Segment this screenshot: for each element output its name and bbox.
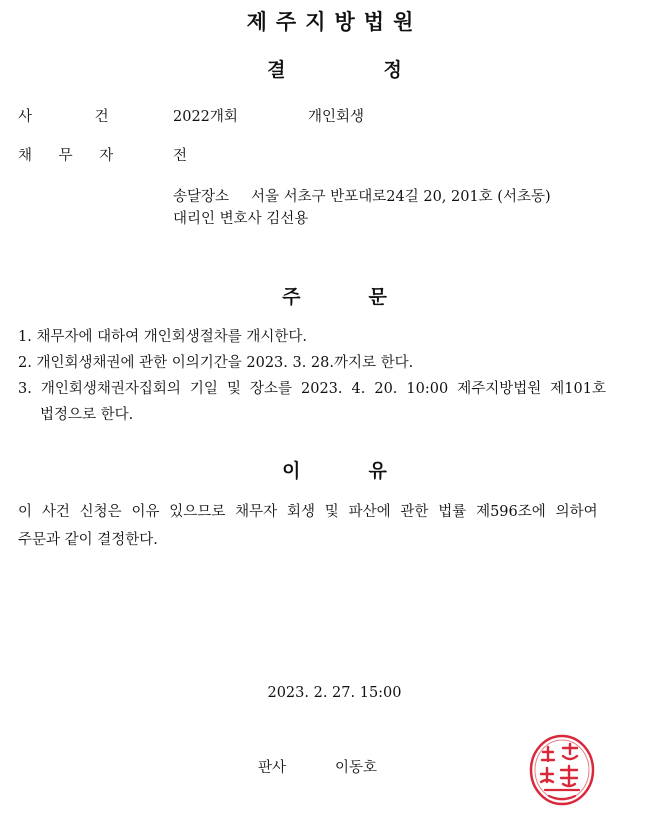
order-item-3-continued: 법정으로 한다. [40,407,134,423]
court-seal-stamp-icon [527,730,597,808]
agent: 대리인 변호사 김선용 [173,211,309,227]
reason-heading [0,456,669,483]
reason-line-1: 이 사건 신청은 이유 있으므로 채무자 회생 및 파산에 관한 법률 제596조에 의하여 [18,504,598,520]
decision-date: 2023. 2. 27. 15:00 [267,685,402,701]
judge-name: 이동호 [335,760,378,776]
document-title-char-1: 결 [267,59,286,81]
judge-title: 판사 [258,760,287,776]
debtor-name: 전 [173,148,188,164]
order-item-3: 3. 개인회생채권자집회의 기일 및 장소를 2023. 4. 20. 10:00 제주지방법원 제101호 [18,381,606,397]
court-name: 제주지방법원 [246,10,423,34]
order-heading-char-2: 문 [368,286,387,308]
reason-heading-char-2: 유 [368,460,387,482]
delivery-label: 송달장소 [173,189,230,205]
debtor-label: 채 무 자 [18,148,114,164]
document-title [0,55,669,82]
case-label: 사 건 [18,109,109,125]
order-item-1: 1. 채무자에 대하여 개인회생절차를 개시한다. [18,329,308,345]
reason-heading-char-1: 이 [282,460,301,482]
document-title-char-2: 정 [383,59,402,81]
order-heading [0,282,669,309]
delivery-address: 서울 서초구 반포대로24길 20, 201호 (서초동) [251,189,551,205]
order-item-2: 2. 개인회생채권에 관한 이의기간을 2023. 3. 28.까지로 한다. [18,355,414,371]
order-heading-char-1: 주 [282,286,301,308]
case-type: 개인회생 [308,109,365,125]
reason-line-2: 주문과 같이 결정한다. [18,532,158,548]
case-number: 2022개회 [173,109,238,125]
